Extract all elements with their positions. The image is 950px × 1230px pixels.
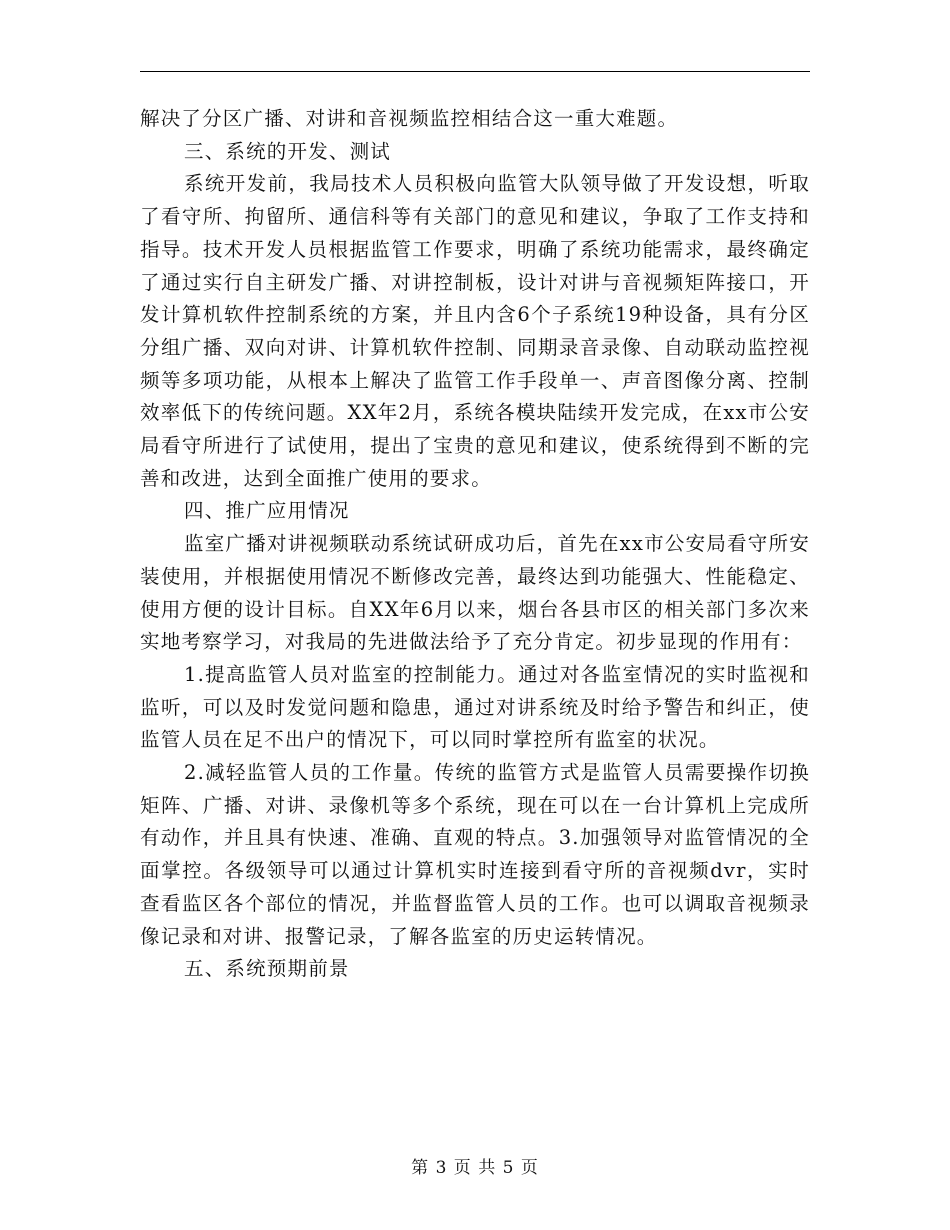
section-heading-3: 三、系统的开发、测试: [184, 139, 392, 163]
paragraph-application: 监室广播对讲视频联动系统试研成功后，首先在xx市公安局看守所安装使用，并根据使用情况不断修改完善，最终达到功能强大、性能稳定、使用方便的设计目标。自XX年6月以来，烟台各县市区的相关部门多次来实地考察学习，对我局的先进做法给予了充分肯定。初步显现的作用有：: [140, 532, 810, 654]
header-rule: [140, 71, 810, 72]
section-heading-4: 四、推广应用情况: [184, 499, 350, 523]
paragraph-item-1: 1.提高监管人员对监室的控制能力。通过对各监室情况的实时监视和监听，可以及时发觉问题和隐患，通过对讲系统及时给予警告和纠正，使监管人员在足不出户的情况下，可以同时掌控所有监室的状况。: [140, 662, 810, 752]
paragraph-development: 系统开发前，我局技术人员积极向监管大队领导做了开发设想，听取了看守所、拘留所、通信科等有关部门的意见和建议，争取了工作支持和指导。技术开发人员根据监管工作要求，明确了系统功能需求，最终确定了通过实行自主研发广播、对讲控制板，设计对讲与音视频矩阵接口，开发计算机软件控制系统的方案，并且内含6个子系统19种设备，具有分区分组广播、双向对讲、计算机软件控制、同期录音录像、自动联动监控视频等多项功能，从根本上解决了监管工作手段单一、声音图像分离、控制效率低下的传统问题。XX年2月，系统各模块陆续开发完成，在xx市公安局看守所进行了试使用，提出了宝贵的意见和建议，使系统得到不断的完善和改进，达到全面推广使用的要求。: [140, 172, 810, 490]
document-body: [140, 103, 810, 986]
section-heading-5: 五、系统预期前景: [184, 957, 350, 981]
paragraph-1: 解决了分区广播、对讲和音视频监控相结合这一重大难题。: [140, 107, 679, 130]
page-footer: 第 3 页 共 5 页: [411, 1158, 539, 1178]
paragraph-item-2: 2.减轻监管人员的工作量。传统的监管方式是监管人员需要操作切换矩阵、广播、对讲、录像机等多个系统，现在可以在一台计算机上完成所有动作，并且具有快速、准确、直观的特点。3.加强领导对监管情况的全面掌控。各级领导可以通过计算机实时连接到看守所的音视频dvr，实时查看监区各个部位的情况，并监督监管人员的工作。也可以调取音视频录像记录和对讲、报警记录，了解各监室的历史运转情况。: [140, 761, 810, 948]
